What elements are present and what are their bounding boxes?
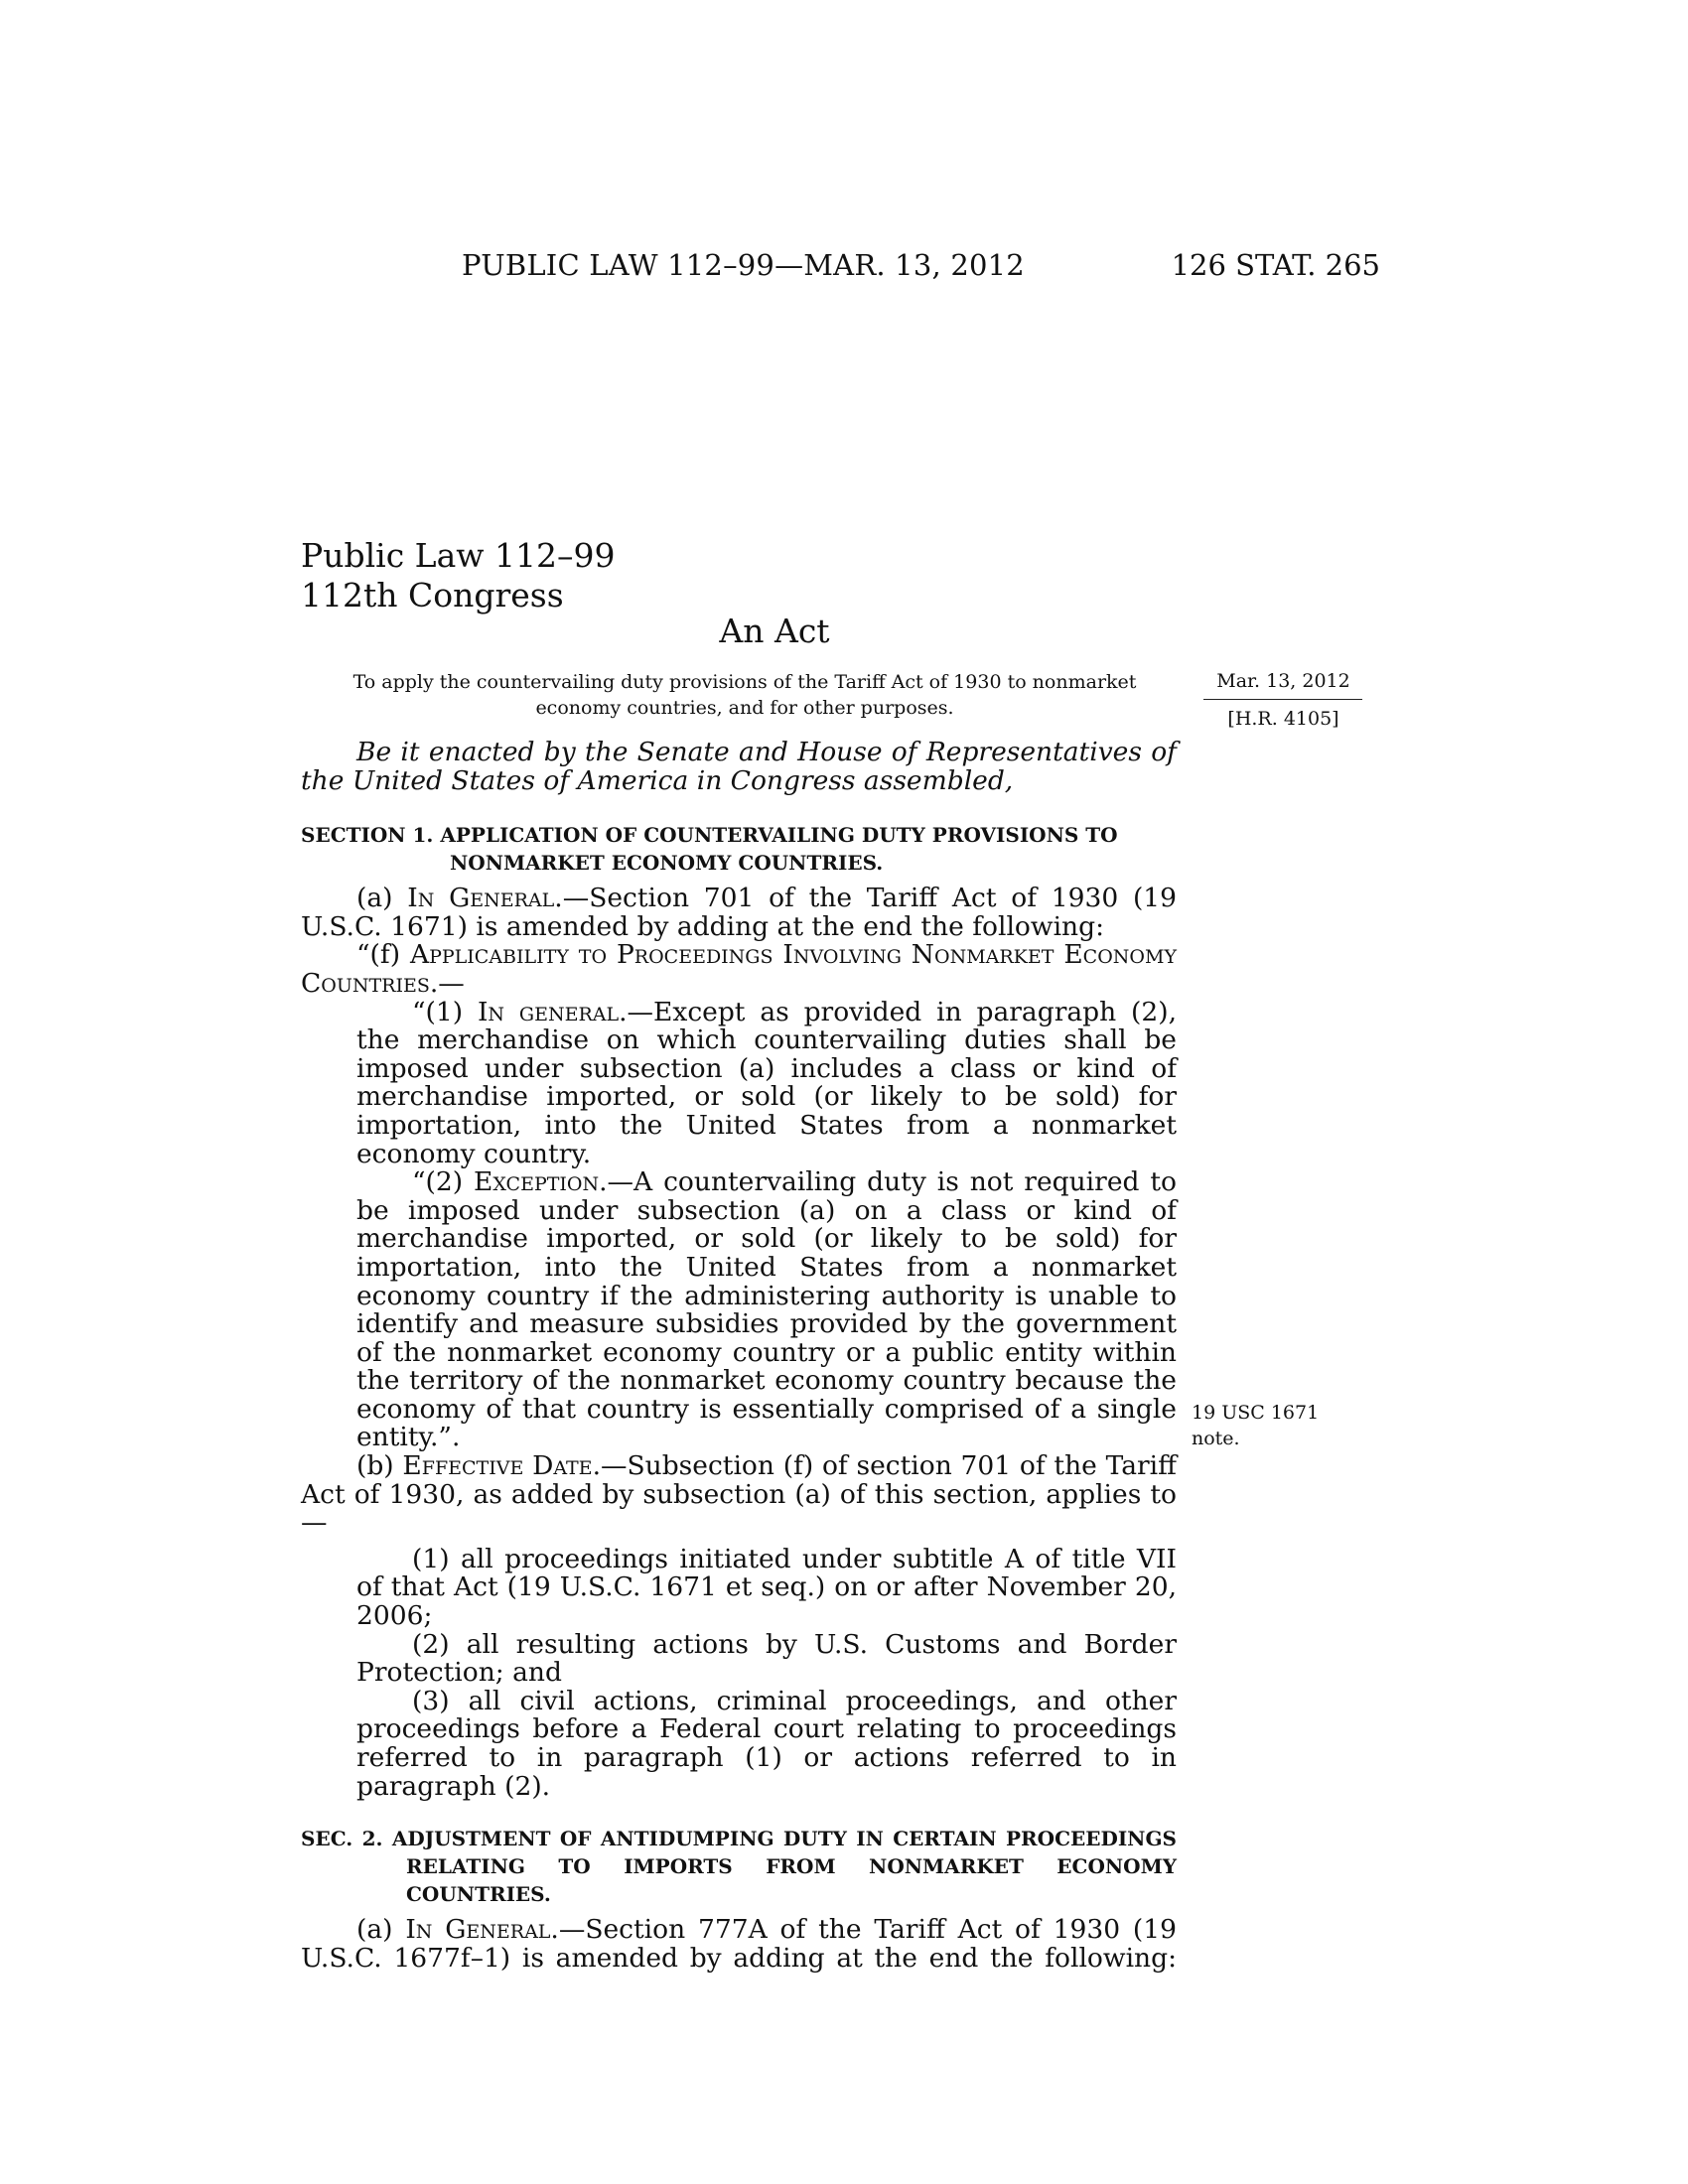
sec1-b-item-1: (1) all proceedings initiated under subtitle A of title VII of that Act (19 U.S.C. 1671 et seq.) on or after November 20, 2006;: [356, 1543, 1177, 1632]
sec2-a-caption: In General: [405, 1914, 551, 1946]
law-title: Public Law 112–99: [301, 536, 616, 575]
section-2-heading: SEC. 2. ADJUSTMENT OF ANTIDUMPING DUTY IN CERTAIN PROCEEDINGS RELATING TO IMPORTS FROM NONMARKET ECONOMY COUNTRIES.: [301, 1827, 1177, 1907]
sec1-f-caption: Applicability to Proceedings Involving Nonmarket Economy Countries: [301, 939, 1177, 999]
sec1-b-item-3: (3) all civil actions, criminal proceedings, and other proceedings before a Federal court relating to proceedings referred to in paragraph (1) or actions referred to in paragraph (2).: [356, 1685, 1177, 1802]
margin-note-rule: [1203, 699, 1362, 700]
sec1-subsection-a: [301, 885, 1177, 941]
margin-note-usc-line1: 19 USC 1671: [1192, 1402, 1320, 1424]
act-purpose: To apply the countervailing duty provisions of the Tariff Act of 1930 to nonmarket economy countries, and for other purposes.: [352, 671, 1137, 719]
sec1-b-text: .—Subsection (f) of section 701 of the Tariff Act of 1930, as added by subsection (a) of this section, applies to—: [301, 1450, 1177, 1539]
header-citation: PUBLIC LAW 112–99—MAR. 13, 2012: [462, 248, 1025, 282]
sec1-subsection-b: [301, 1452, 1177, 1538]
main-text: [301, 739, 1177, 1973]
sec1-p1-label: “(1): [412, 996, 478, 1027]
sec1-quoted-subsection-f: [301, 941, 1177, 998]
section-1-heading-line2: NONMARKET ECONOMY COUNTRIES.: [450, 851, 884, 876]
sec1-f-label: “(f): [356, 939, 410, 971]
congress-label: 112th Congress: [301, 576, 564, 614]
sec1-a-label: (a): [356, 883, 408, 914]
act-title: An Act: [719, 612, 830, 650]
margin-note-date: Mar. 13, 2012: [1216, 670, 1350, 692]
margin-note-usc: [1192, 1400, 1380, 1451]
sec1-p2-label: “(2): [412, 1166, 474, 1198]
sec1-p2-caption: Exception: [474, 1166, 600, 1198]
sec1-b-label: (b): [356, 1450, 403, 1482]
margin-note-bill: [H.R. 4105]: [1227, 708, 1339, 730]
section-1-heading-line1: SECTION 1. APPLICATION OF COUNTERVAILING DUTY PROVISIONS TO: [301, 823, 1118, 848]
enacting-clause: Be it enacted by the Senate and House of Representatives of the United States of America in Congress assembled,: [301, 737, 1177, 796]
sec1-b-caption: Effective Date: [402, 1450, 593, 1482]
sec1-paragraph-1: [301, 996, 1178, 1169]
section-1-heading: [301, 821, 1177, 877]
sec1-a-caption: In General: [407, 883, 555, 914]
sec2-a-text: .—Section 777A of the Tariff Act of 1930 (19 U.S.C. 1677f–1) is amended by adding at the end the following:: [301, 1914, 1177, 1974]
sec1-f-dash: .—: [429, 967, 465, 999]
running-header: [462, 248, 1380, 288]
sec1-p2-text: .—A countervailing duty is not required to be imposed under subsection (a) on a class or kind of merchandise imported, or sold (or likely to be sold) for importation, into the United States from a nonmarket economy country if the administering authority is unable to identify and measure subsidies provided by the government of the nonmarket economy country or a public entity within the territory of the nonmarket economy country because the economy of that country is essentially comprised of a single entity.”.: [356, 1166, 1177, 1453]
header-page-number: 126 STAT. 265: [1171, 248, 1380, 282]
sec1-a-text: .—Section 701 of the Tariff Act of 1930 (19 U.S.C. 1671) is amended by adding at the end the following:: [301, 883, 1178, 942]
sec1-paragraph-2: [301, 1168, 1177, 1452]
sec1-b-item-2: (2) all resulting actions by U.S. Customs and Border Protection; and: [356, 1628, 1177, 1689]
sec1-p1-text: .—Except as provided in paragraph (2), the merchandise on which countervailing duties shall be imposed under subsection (a) includes a class or kind of merchandise imported, or sold (or likely to be sold) for importation, into the United States from a nonmarket economy country.: [356, 996, 1178, 1169]
sec2-subsection-a: [301, 1916, 1177, 1973]
sec1-p1-caption: In general: [477, 996, 620, 1027]
sec2-a-label: (a): [356, 1914, 406, 1946]
margin-note-usc-line2: note.: [1192, 1428, 1240, 1449]
